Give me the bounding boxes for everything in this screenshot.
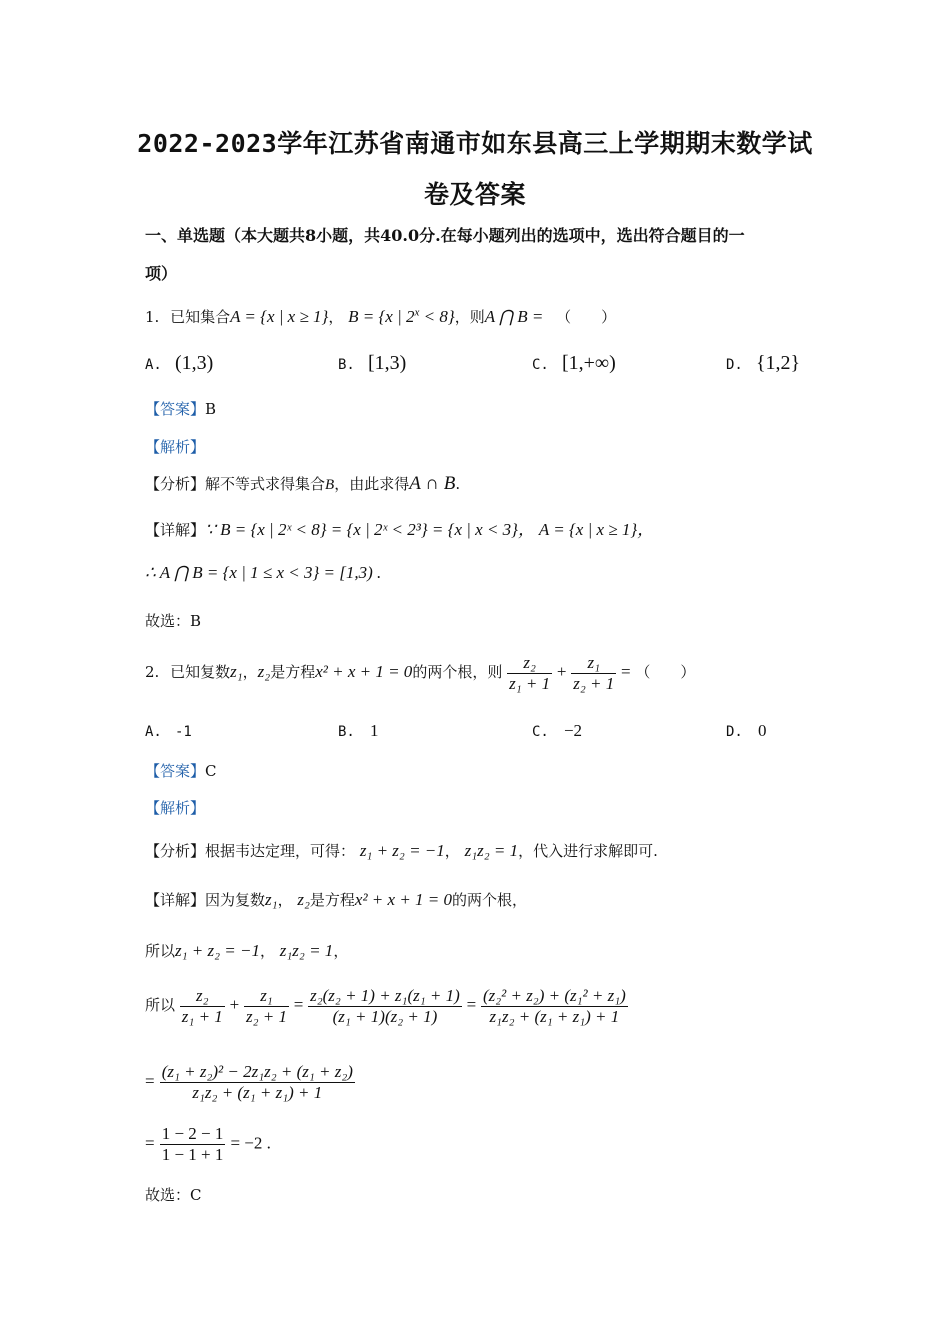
- q2-z2: z₂: [257, 662, 271, 682]
- q2-line4: [145, 1124, 271, 1164]
- q2-f-eq: =: [293, 995, 304, 1015]
- q2-analysis-tag: 【解析】: [145, 799, 206, 817]
- q1-set-b-head: B = {x | 2: [348, 307, 415, 326]
- q1-option-a-value: (1,3): [174, 352, 214, 374]
- q2-f-eq2: =: [466, 995, 477, 1015]
- q2-l3-eq: =: [145, 1071, 155, 1091]
- q1-option-b-value: [1,3): [367, 352, 407, 374]
- q2-option-b-value: 1: [369, 721, 379, 740]
- q2-frac2-den: z₂ + 1: [573, 673, 615, 693]
- q2-fenxi-tag: 【分析】: [145, 842, 206, 860]
- q1-set-a: A = {x | x ≥ 1}: [230, 307, 329, 326]
- q1-detail-tag: 【详解】: [145, 521, 206, 539]
- q1-option-d-label: D.: [726, 357, 743, 373]
- q1-stem: [145, 306, 616, 327]
- q2-frac2-num: z₁: [571, 653, 616, 674]
- q2-frac-c-den: (z₁ + 1)(z₂ + 1): [332, 1006, 438, 1026]
- q2-frac-b: [244, 986, 289, 1026]
- q2-answer: C: [205, 762, 217, 780]
- q2-so1-line: [145, 940, 348, 961]
- q1-stem-mid: ，则: [454, 308, 485, 326]
- section-header-line1: 一、单选题（本大题共8小题，共40.0分.在每小题列出的选项中，选出符合题目的一: [145, 226, 745, 245]
- q1-detail-eq2: ∴ A ⋂ B = {x | 1 ≤ x < 3} = [1,3) .: [145, 563, 382, 582]
- q2-stem-mid: 是方程: [270, 663, 316, 682]
- q2-fenxi-text: 根据韦达定理，可得：: [205, 842, 356, 860]
- q1-option-a-label: A.: [145, 357, 162, 373]
- q2-option-a-label: A.: [145, 724, 162, 740]
- q2-detail-text2: 是方程: [309, 891, 355, 909]
- q2-fenxi-sep: ，: [444, 842, 460, 860]
- q2-stem-pre: 已知复数: [170, 663, 231, 682]
- q2-detail-tag: 【详解】: [145, 891, 206, 909]
- q1-detail-eq1: ∵ B = {x | 2ˣ < 8} = {x | 2ˣ < 2³} = {x | x < 3}， A = {x | x ≥ 1}，: [205, 520, 655, 539]
- q1-option-d-value: {1,2}: [755, 352, 801, 374]
- q2-fenxi-eq1: z₁ + z₂ = −1: [359, 841, 445, 860]
- q1-detail-line1: [145, 515, 654, 540]
- q1-paren: （ ）: [556, 308, 617, 326]
- q2-frac-a: [180, 986, 225, 1026]
- q2-frac-a-den: z₁ + 1: [181, 1006, 223, 1026]
- q1-analysis-tag: 【解析】: [145, 438, 206, 456]
- q2-detail-text: 因为复数: [205, 891, 266, 909]
- q2-so2-pre: 所以: [145, 996, 176, 1015]
- q1-fenxi-text2: ，由此求得: [334, 475, 410, 493]
- q1-option-d: [726, 352, 800, 375]
- q2-detail-line: [145, 889, 527, 910]
- q2-frac1-den: z₁ + 1: [509, 673, 551, 693]
- q1-answer-line: [145, 398, 216, 419]
- q1-fenxi-b: B: [325, 477, 335, 493]
- q2-option-a-value: -1: [174, 724, 192, 740]
- q2-frac-d-den: z₁z₂ + (z₁ + z₁) + 1: [489, 1006, 620, 1026]
- q1-comma: ，: [328, 308, 344, 326]
- q1-choose: 故选：B: [145, 612, 202, 630]
- q2-fenxi-line: [145, 840, 658, 861]
- q1-set-b: [348, 307, 455, 326]
- q2-f-plus: +: [229, 995, 240, 1015]
- q2-option-c-label: C.: [532, 724, 549, 740]
- q1-option-c-value: [1,+∞): [561, 352, 616, 374]
- q2-frac-f-num: 1 − 2 − 1: [161, 1124, 224, 1143]
- q1-fenxi-text: 解不等式求得集合: [205, 475, 326, 493]
- q2-frac-a-num: z₂: [180, 986, 225, 1007]
- q2-frac-f: [160, 1124, 226, 1164]
- q2-fenxi-eq2: z₁z₂ = 1: [464, 841, 519, 860]
- q2-frac1-num: z₂: [507, 653, 552, 674]
- q2-number: 2.: [145, 663, 160, 682]
- q2-detail-z2: z₂: [297, 890, 310, 909]
- q1-number: 1.: [145, 308, 160, 326]
- q1-fenxi-end: .: [455, 475, 461, 493]
- doc-title-line2: 卷及答案: [423, 180, 526, 209]
- q1-set-b-tail: < 8}: [419, 307, 455, 326]
- q1-fenxi-tag: 【分析】: [145, 475, 206, 493]
- q2-line3: [145, 1062, 355, 1102]
- q2-option-c: [532, 721, 582, 741]
- q2-option-a: [145, 721, 192, 740]
- q1-option-a: [145, 352, 213, 375]
- q2-detail-eq: x² + x + 1 = 0: [354, 890, 453, 909]
- q1-answer-tag: 【答案】: [145, 400, 206, 418]
- q2-l4-eq: =: [145, 1133, 155, 1153]
- q1-set-b-exp: x: [414, 306, 420, 319]
- q2-so1-eq1: z₁ + z₂ = −1: [175, 941, 260, 960]
- section-header-line2: 项）: [145, 264, 178, 283]
- q2-so1-pre: 所以: [145, 942, 176, 960]
- q2-so1-eq2: z₁z₂ = 1: [279, 941, 334, 960]
- doc-title-line1: 2022-2023学年江苏省南通市如东县高三上学期期末数学试: [137, 129, 813, 158]
- q2-stem: [145, 653, 695, 693]
- q2-answer-line: [145, 760, 217, 781]
- q2-frac-e-den: z₁z₂ + (z₁ + z₁) + 1: [192, 1082, 323, 1102]
- q2-l4-tail: = −2 .: [230, 1133, 271, 1153]
- q2-detail-z1: z₁: [265, 890, 278, 909]
- q2-eqsign: =: [621, 662, 631, 682]
- q1-detail-line2: [145, 563, 381, 583]
- q2-frac-f-den: 1 − 1 + 1: [161, 1144, 224, 1164]
- q1-option-b: [338, 352, 406, 375]
- q2-frac-b-den: z₂ + 1: [245, 1006, 287, 1026]
- q2-paren: （ ）: [635, 663, 696, 682]
- q2-detail-text3: 的两个根，: [452, 891, 528, 909]
- q2-frac-d-num: (z₂² + z₂) + (z₁² + z₁): [482, 986, 626, 1005]
- q2-option-b: [338, 721, 378, 741]
- q1-question: A ⋂ B =: [484, 307, 544, 326]
- q2-frac1: [507, 653, 552, 693]
- q2-equation: x² + x + 1 = 0: [315, 662, 413, 682]
- q1-stem-pre: 已知集合: [170, 308, 231, 326]
- q2-option-d: [726, 721, 766, 741]
- q2-detail-sep: ，: [277, 891, 293, 909]
- q1-option-c: [532, 352, 616, 375]
- q2-option-c-value: −2: [563, 721, 583, 740]
- q2-stem-mid2: 的两个根，则: [412, 663, 503, 682]
- q2-so1-end: ，: [333, 942, 349, 960]
- q2-frac-c-num: z₂(z₂ + 1) + z₁(z₁ + 1): [310, 986, 460, 1005]
- q2-z1: z₁: [230, 662, 243, 682]
- q1-fenxi-line: [145, 473, 460, 495]
- q2-so2-line: [145, 986, 628, 1026]
- q2-frac-c: [308, 986, 462, 1026]
- q2-frac2: [571, 653, 616, 693]
- q2-plus: +: [556, 662, 567, 682]
- q1-option-b-label: B.: [338, 357, 355, 373]
- q2-option-d-value: 0: [757, 721, 767, 740]
- q2-choose: 故选：C: [145, 1186, 202, 1204]
- q2-frac-e: [160, 1062, 355, 1102]
- q1-option-c-label: C.: [532, 357, 549, 373]
- q2-option-d-label: D.: [726, 724, 743, 740]
- q2-frac-e-num: (z₁ + z₂)² − 2z₁z₂ + (z₁ + z₂): [161, 1062, 353, 1081]
- q1-fenxi-ab: A ∩ B: [409, 473, 456, 494]
- q2-frac-d: [481, 986, 628, 1026]
- q1-answer: B: [205, 400, 217, 418]
- q2-frac-b-num: z₁: [244, 986, 289, 1007]
- q2-sep: ，: [242, 663, 258, 682]
- q2-option-b-label: B.: [338, 724, 355, 740]
- q2-answer-tag: 【答案】: [145, 762, 206, 780]
- q2-so1-sep: ，: [259, 942, 275, 960]
- q2-fenxi-end: ，代入进行求解即可.: [518, 842, 658, 860]
